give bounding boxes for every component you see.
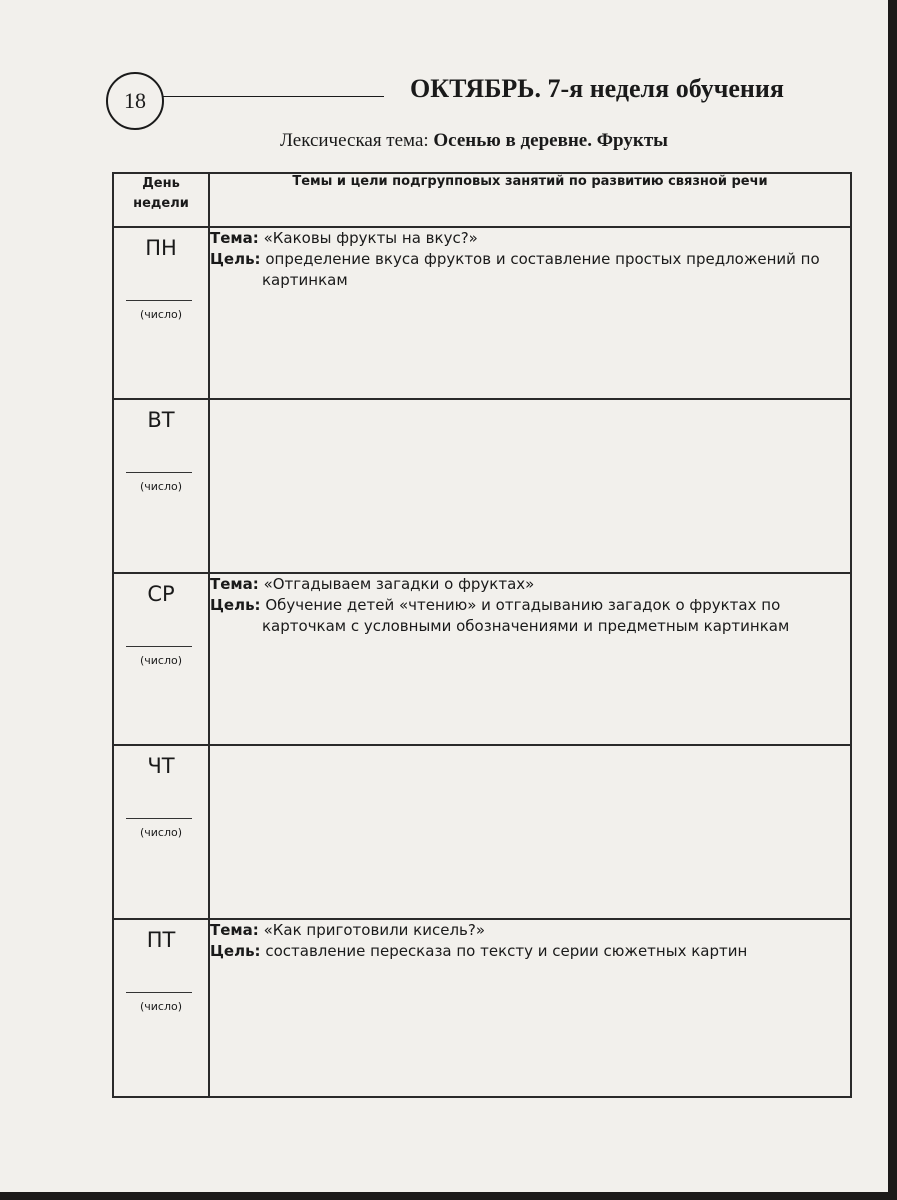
topic-cell-friday bbox=[209, 919, 851, 1097]
date-hint: (число) bbox=[139, 826, 183, 839]
topic-label: Тема: bbox=[210, 575, 259, 593]
day-cell-thursday bbox=[113, 745, 209, 919]
goal-label: Цель: bbox=[210, 596, 261, 614]
day-label: ЧТ bbox=[147, 754, 175, 778]
day-cell-wednesday bbox=[113, 573, 209, 745]
goal-text: составление пересказа по тексту и серии сюжетных картин bbox=[265, 942, 748, 960]
table-row-thursday bbox=[113, 745, 851, 919]
goal-text: определение вкуса фруктов и составление простых предложений по картинкам bbox=[262, 250, 820, 289]
table-row-monday bbox=[113, 227, 851, 399]
date-line[interactable] bbox=[126, 818, 192, 819]
date-line[interactable] bbox=[126, 472, 192, 473]
goal-label: Цель: bbox=[210, 250, 261, 268]
topic-text: «Как приготовили кисель?» bbox=[263, 921, 486, 939]
topic-cell-monday bbox=[209, 227, 851, 399]
day-cell-tuesday bbox=[113, 399, 209, 573]
date-hint: (число) bbox=[139, 308, 183, 321]
topic-cell-wednesday bbox=[209, 573, 851, 745]
column-header-day: День недели bbox=[113, 173, 209, 227]
weekly-schedule-table bbox=[112, 172, 852, 1098]
topic-text: «Отгадываем загадки о фруктах» bbox=[263, 575, 535, 593]
column-header-topics: Темы и цели подгрупповых занятий по развитию связной речи bbox=[209, 173, 851, 227]
day-label: ПН bbox=[145, 236, 177, 260]
topic-cell-tuesday[interactable] bbox=[209, 399, 851, 573]
topic-label: Тема: bbox=[210, 229, 259, 247]
date-line[interactable] bbox=[126, 646, 192, 647]
day-cell-friday bbox=[113, 919, 209, 1097]
table-header-row bbox=[113, 173, 851, 227]
goal-text: Обучение детей «чтению» и отгадыванию загадок о фруктах по карточкам с условными обозначениями и предметным картинкам bbox=[262, 596, 790, 635]
date-hint: (число) bbox=[139, 654, 183, 667]
day-cell-monday bbox=[113, 227, 209, 399]
date-hint: (число) bbox=[139, 1000, 183, 1013]
date-line[interactable] bbox=[126, 992, 192, 993]
day-label: ПТ bbox=[146, 928, 176, 952]
lexical-theme-label: Лексическая тема: bbox=[280, 130, 429, 151]
day-label: СР bbox=[147, 582, 175, 606]
day-label: ВТ bbox=[147, 408, 175, 432]
topic-label: Тема: bbox=[210, 921, 259, 939]
table-row-friday bbox=[113, 919, 851, 1097]
date-hint: (число) bbox=[139, 480, 183, 493]
page-number: 18 bbox=[106, 72, 164, 130]
table-row-tuesday bbox=[113, 399, 851, 573]
page-title: ОКТЯБРЬ. 7-я неделя обучения bbox=[410, 74, 784, 103]
topic-cell-thursday[interactable] bbox=[209, 745, 851, 919]
date-line[interactable] bbox=[126, 300, 192, 301]
lexical-theme bbox=[0, 130, 897, 152]
lexical-theme-value: Осенью в деревне. Фрукты bbox=[433, 130, 668, 151]
header-rule bbox=[162, 96, 384, 97]
goal-label: Цель: bbox=[210, 942, 261, 960]
topic-text: «Каковы фрукты на вкус?» bbox=[263, 229, 478, 247]
table-row-wednesday bbox=[113, 573, 851, 745]
